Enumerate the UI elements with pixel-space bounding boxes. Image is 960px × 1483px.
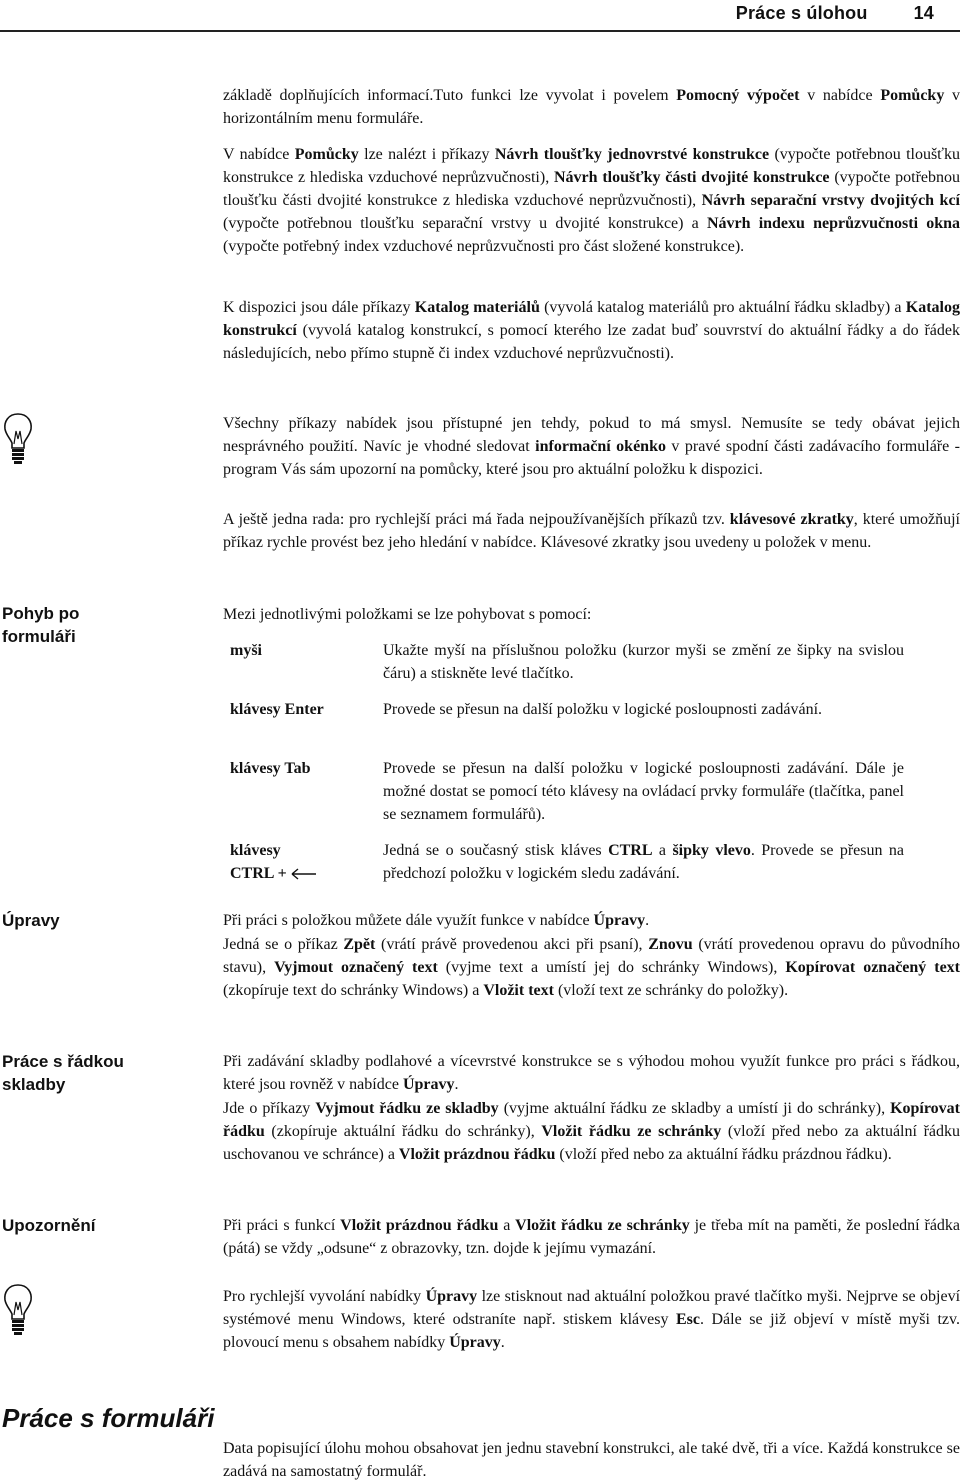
- bold-term: Zpět: [343, 936, 376, 953]
- bold-term: Vložit řádku ze schránky: [541, 1123, 722, 1140]
- bold-term: Pomůcky: [880, 87, 945, 104]
- paragraph-upravy-intro: Při práci s položkou můžete dále využít funkce v nabídce Úpravy.: [223, 912, 650, 929]
- bold-term: Kopírovat označený text: [785, 959, 960, 976]
- bold-term: klávesové zkratky: [729, 511, 854, 528]
- bold-term: Úpravy: [593, 912, 646, 929]
- paragraph-forms-intro: Data popisující úlohu mohou obsahovat jen jednu stavební konstrukci, ale také dvě, tři a více. Každá konstrukce se zadává na samostatný formulář.: [223, 1440, 960, 1480]
- bold-term: Návrh tloušťky části dvojité konstrukce: [554, 169, 830, 186]
- bold-term: šipky vlevo: [672, 842, 751, 859]
- paragraph-warning: Při práci s funkcí Vložit prázdnou řádku a Vložit řádku ze schránky je třeba mít na paměti, že poslední řádka (pátá) se vždy „odsune“ z obrazovky, tzn. dojde k jejímu vymazání.: [223, 1217, 960, 1257]
- page-number: 14: [913, 3, 934, 23]
- key-term-ctrl-left: klávesy CTRL +: [230, 839, 380, 885]
- bold-term: Esc: [675, 1311, 700, 1328]
- paragraph-upravy-commands: Jedná se o příkaz Zpět (vrátí právě provedenou akci při psaní), Znovu (vrátí provedenou opravu do původního stavu), Vyjmout označený text (vyjme text a umístí jej do schránky Windows), Kopírovat označený text (zkopíruje text do schránky Windows) a Vložit text (vloží text ze schránky do položky).: [223, 936, 960, 999]
- bold-term: Pomocný výpočet: [676, 87, 800, 104]
- bold-term: Návrh tloušťky jednovrstvé konstrukce: [494, 146, 770, 163]
- side-label-upravy: Úpravy: [2, 911, 60, 930]
- bold-term: CTRL: [608, 842, 653, 859]
- lightbulb-icon: [1, 411, 35, 465]
- paragraph-helper: základě doplňujících informací.Tuto funkci lze vyvolat i povelem Pomocný výpočet v nabídce Pomůcky v horizontálním menu formuláře.: [223, 87, 960, 127]
- bold-term: Pomůcky: [294, 146, 359, 163]
- bold-term: Katalog materiálů: [414, 299, 540, 316]
- left-arrow-icon: [291, 868, 317, 880]
- bold-term: Katalog konstrukcí: [223, 299, 960, 339]
- side-label-radkou: Práce s řádkou skladby: [2, 1052, 124, 1094]
- paragraph-right-click-tip: Pro rychlejší vyvolání nabídky Úpravy lze stisknout nad aktuální položkou pravé tlačítko myši. Nejprve se objeví systémové menu Windows, které odstraníte např. stiskem klávesy Esc. Dále se již objeví v místě myši tzv. plovoucí menu s obsahem nabídky Úpravy.: [223, 1288, 960, 1351]
- paragraph-catalogs: K dispozici jsou dále příkazy Katalog materiálů (vyvolá katalog materiálů pro aktuální řádku skladby) a Katalog konstrukcí (vyvolá katalog konstrukcí, s pomocí kterého lze zadat buď souvrství do aktuální řádky a do řádek následujících, nebo přímo stupně či index vzduchové neprůzvučnosti).: [223, 299, 960, 362]
- bold-term: Úpravy: [425, 1288, 478, 1305]
- bold-term: Návrh indexu neprůzvučnosti okna: [706, 215, 960, 232]
- lightbulb-icon: [1, 1282, 35, 1336]
- bold-term: Vložit prázdnou řádku: [398, 1146, 556, 1163]
- side-label-pohyb: Pohyb po formuláři: [2, 604, 80, 646]
- key-term-tab: klávesy Tab: [230, 760, 311, 777]
- bold-term: informační okénko: [535, 438, 666, 455]
- bold-term: Vyjmout označený text: [274, 959, 438, 976]
- key-term-mouse: myši: [230, 642, 262, 659]
- bold-term: Úpravy: [449, 1334, 501, 1351]
- bold-term: Vložit text: [483, 982, 554, 999]
- key-desc-tab: Provede se přesun na další položku v logické posloupnosti zadávání. Dále je možné dostat se pomocí této klávesy na ovládací prvky formuláře (tlačítka, panel se seznamem formulářů).: [383, 760, 904, 823]
- key-term-enter: klávesy Enter: [230, 701, 324, 718]
- bold-term: Znovu: [648, 936, 693, 953]
- section-title: Práce s formuláři: [2, 1403, 215, 1433]
- bold-term: Vyjmout řádku ze skladby: [315, 1100, 499, 1117]
- key-desc-ctrl-left: Jedná se o současný stisk kláves CTRL a šipky vlevo. Provede se přesun na předchozí položku v logickém sledu zadávání.: [383, 842, 905, 882]
- paragraph-commands-availability: Všechny příkazy nabídek jsou přístupné jen tehdy, pokud to má smysl. Nemusíte se tedy obávat jejich nesprávného použití. Navíc je vhodné sledovat informační okénko v pravé spodní části zadávacího formuláře - program Vás sám upozorní na pomůcky, které jsou pro aktuální položku k dispozici.: [223, 415, 960, 478]
- page-header: [0, 0, 960, 32]
- bold-term: Vložit prázdnou řádku: [340, 1217, 499, 1234]
- paragraph-row-commands: Jde o příkazy Vyjmout řádku ze skladby (vyjme aktuální řádku ze skladby a umístí ji do schránky), Kopírovat řádku (zkopíruje aktuální řádku do schránky), Vložit řádku ze schránky (vloží před nebo za aktuální řádku uschovanou ve schránce) a Vložit prázdnou řádku (vloží před nebo za aktuální řádku prázdnou řádku).: [223, 1100, 960, 1163]
- side-label-upozorneni: Upozornění: [2, 1216, 96, 1235]
- paragraph-shortcuts: A ještě jedna rada: pro rychlejší práci má řada nejpoužívanějších příkazů tzv. klávesové zkratky, které umožňují příkaz rychle provést bez jeho hledání v nabídce. Klávesové zkratky jsou uvedeny u položek v menu.: [223, 511, 960, 551]
- bold-term: Kopírovat řádku: [223, 1100, 960, 1140]
- header-title: Práce s úlohou 14: [735, 3, 934, 23]
- bold-term: Úpravy: [402, 1076, 455, 1093]
- paragraph-design-tools: V nabídce Pomůcky lze nalézt i příkazy Návrh tloušťky jednovrstvé konstrukce (vypočte potřebnou tloušťku konstrukce z hlediska vzduchové neprůzvučnosti), Návrh tloušťky části dvojité konstrukce (vypočte potřebnou tloušťku části dvojité konstrukce z hlediska vzduchové neprůzvučnosti), Návrh separační vrstvy dvojitých kcí (vypočte potřebnou tloušťku separační vrstvy u dvojité konstrukce) a Návrh indexu neprůzvučnosti okna (vypočte potřebný index vzduchové neprůzvučnosti pro část složené konstrukce).: [223, 146, 960, 255]
- bold-term: Vložit řádku ze schránky: [515, 1217, 690, 1234]
- paragraph-row-intro: Při zadávání skladby podlahové a vícevrstvé konstrukce se s výhodou mohou využít funkce pro práci s řádkou, které jsou rovněž v nabídce Úpravy.: [223, 1053, 960, 1093]
- paragraph-movement-intro: Mezi jednotlivými položkami se lze pohybovat s pomocí:: [223, 606, 592, 623]
- key-desc-mouse: Ukažte myší na příslušnou položku (kurzor myši se změní ze šipky na svislou čáru) a stiskněte levé tlačítko.: [383, 642, 904, 682]
- key-desc-enter: Provede se přesun na další položku v logické posloupnosti zadávání.: [383, 701, 823, 718]
- bold-term: Návrh separační vrstvy dvojitých kcí: [701, 192, 960, 209]
